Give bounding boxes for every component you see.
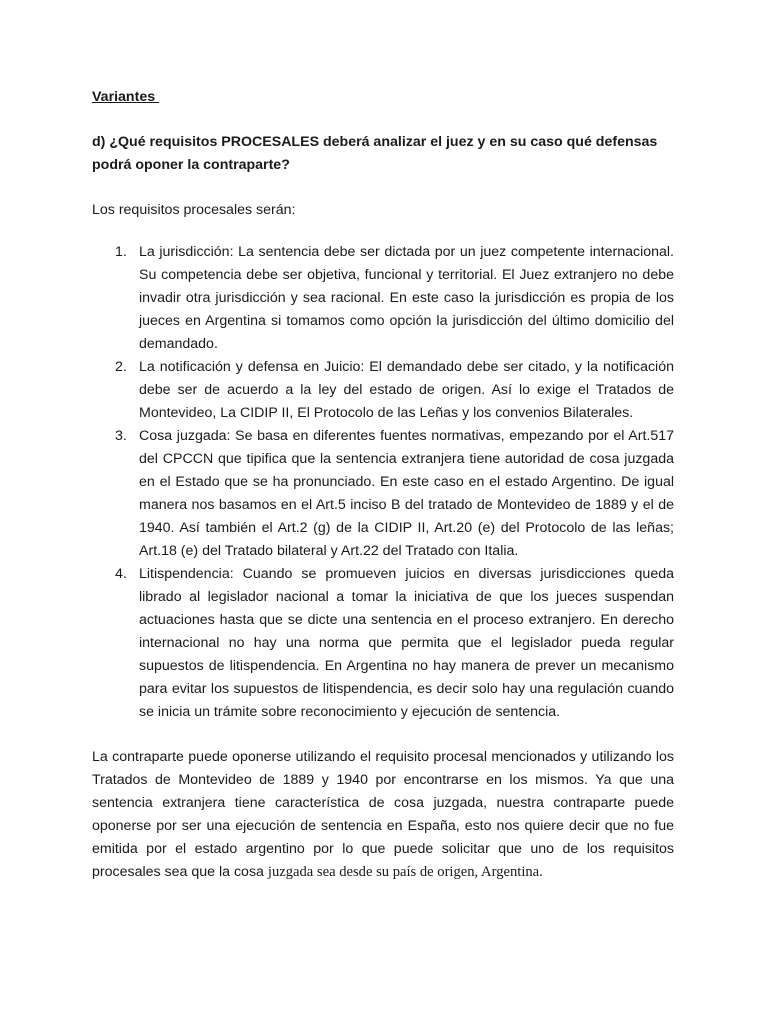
list-item-text: La notificación y defensa en Juicio: El demandado debe ser citado, y la notificación debe ser de acuerdo a la ley del estado de origen. Así lo exige el Tratados de Montevideo, La CIDIP II, El Protocolo de las Leñas y los convenios Bilaterales. [139,359,674,421]
document-page [92,86,674,884]
conclusion-tail-text: juzgada sea desde su país de origen, Argentina. [267,864,543,880]
list-item-text: Cosa juzgada: Se basa en diferentes fuentes normativas, empezando por el Art.517 del CPCCN que tipifica que la sentencia extranjera tiene autoridad de cosa juzgada en el Estado que se ha pronunciado. En este caso en el estado Argentino. De igual manera nos basamos en el Art.5 inciso B del tratado de Montevideo de 1889 y el de 1940. Así también el Art.2 (g) de la CIDIP II, Art.20 (e) del Protocolo de las leñas; Art.18 (e) del Tratado bilateral y Art.22 del Tratado con Italia. [139,428,674,559]
question-text: d) ¿Qué requisitos PROCESALES deberá analizar el juez y en su caso qué defensas podrá oponer la contraparte? [92,134,658,173]
list-item [92,563,674,724]
conclusion-text: La contraparte puede oponerse utilizando el requisito procesal mencionados y utilizando los Tratados de Montevideo de 1889 y 1940 por encontrarse en los mismos. Ya que una sentencia extranjera tiene característica de cosa juzgada, nuestra contraparte puede oponerse por ser una ejecución de sentencia en España, esto nos quiere decir que no fue emitida por el estado argentino por lo que puede solicitar que uno de los requisitos procesales sea que la cosa [92,749,674,880]
list-item [92,241,674,356]
section-heading: Variantes [92,89,160,105]
requirements-list [92,241,674,724]
list-item-number: 1. [115,244,127,260]
list-item-text: Litispendencia: Cuando se promueven juicios en diversas jurisdicciones queda librado al legislador nacional a tomar la iniciativa de que los jueces suspendan actuaciones hasta que se dicte una sentencia en el proceso extranjero. En derecho internacional no hay una norma que permita que el legislador pueda regular supuestos de litispendencia. En Argentina no hay manera de prever un mecanismo para evitar los supuestos de litispendencia, es decir solo hay una regulación cuando se inicia un trámite sobre reconocimiento y ejecución de sentencia. [139,566,674,720]
list-item-text: La jurisdicción: La sentencia debe ser dictada por un juez competente internacional. Su competencia debe ser objetiva, funcional y territorial. El Juez extranjero no debe invadir otra jurisdicción y sea racional. En este caso la jurisdicción es propia de los jueces en Argentina si tomamos como opción la jurisdicción del último domicilio del demandado. [139,244,674,352]
list-item [92,356,674,425]
list-item [92,425,674,563]
list-item-number: 2. [115,359,127,375]
intro-text: Los requisitos procesales serán: [92,202,296,218]
list-item-number: 3. [115,428,127,444]
conclusion-paragraph [92,746,674,884]
list-item-number: 4. [115,566,127,582]
